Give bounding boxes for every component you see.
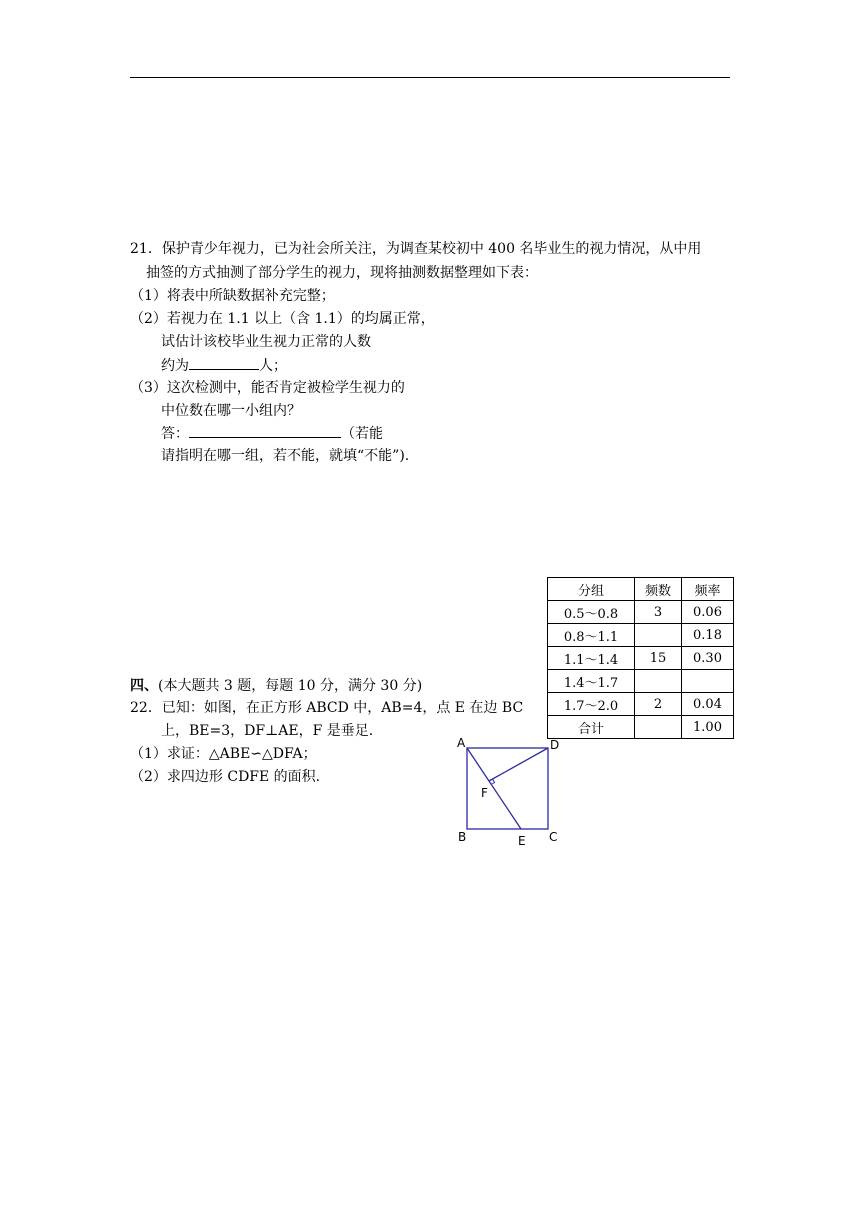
q21-part3-c <box>161 424 383 443</box>
table-row <box>548 624 734 647</box>
q21-part2-a: （2）若视力在 1.1 以上（含 1.1）的均属正常， <box>130 311 435 327</box>
table-cell: 0.30 <box>682 647 734 670</box>
table-cell: 1.1～1.4 <box>548 647 635 670</box>
q22-part1: （1）求证：△ABE∽△DFA； <box>130 746 317 762</box>
q21-line1: 21．保护青少年视力，已为社会所关注，为调查某校初中 400 名毕业生的视力情况，从中用 <box>130 241 702 257</box>
q21-part3-b: 中位数在哪一小组内？ <box>161 403 301 419</box>
section4-note: (本大题共 3 题，每题 10 分，满分 30 分) <box>158 678 423 694</box>
frequency-table <box>547 577 734 739</box>
q22-line2: 上，BE=3，DF⊥AE，F 是垂足. <box>161 723 374 739</box>
answer-blank-count[interactable] <box>189 356 259 370</box>
q21-part2-c <box>161 356 287 375</box>
header-rule <box>130 77 730 78</box>
q21-part2-c-pre: 约为 <box>161 358 189 374</box>
header-cell: 频率 <box>682 578 734 601</box>
q21-line2: 抽签的方式抽测了部分学生的视力，现将抽测数据整理如下表： <box>146 265 538 281</box>
table-row <box>548 601 734 624</box>
table-cell[interactable] <box>682 670 734 693</box>
q21-part3-d: 请指明在哪一组，若不能，就填“不能”). <box>161 448 410 464</box>
label-f: F <box>481 786 488 800</box>
q22-part2: （2）求四边形 CDFE 的面积. <box>130 769 321 785</box>
segment-ae <box>467 748 521 829</box>
table-row <box>548 693 734 716</box>
table-cell: 0.06 <box>682 601 734 624</box>
label-b: B <box>458 830 467 844</box>
square-abcd <box>467 748 548 829</box>
label-a: A <box>457 736 466 750</box>
header-cell: 频数 <box>635 578 682 601</box>
label-e: E <box>518 834 526 848</box>
answer-blank-median[interactable] <box>189 424 341 438</box>
table-cell: 0.04 <box>682 693 734 716</box>
table-cell: 3 <box>635 601 682 624</box>
segment-df <box>489 748 548 781</box>
q21-part2-c-post: 人； <box>259 358 287 374</box>
table-cell[interactable] <box>635 670 682 693</box>
section4-title: 四、 <box>130 678 158 694</box>
table-cell: 0.5～0.8 <box>548 601 635 624</box>
table-cell: 0.18 <box>682 624 734 647</box>
q21-part3-c-pre: 答： <box>161 426 189 442</box>
table-cell: 1.7～2.0 <box>548 693 635 716</box>
table-cell: 1.00 <box>682 716 734 739</box>
table-row <box>548 647 734 670</box>
square-figure <box>450 733 570 853</box>
table-cell: 15 <box>635 647 682 670</box>
table-cell: 0.8～1.1 <box>548 624 635 647</box>
q21-part1: （1）将表中所缺数据补充完整； <box>130 288 335 304</box>
q22-line1: 22．已知：如图，在正方形 ABCD 中，AB=4，点 E 在边 BC <box>130 700 524 716</box>
table-row <box>548 670 734 693</box>
label-d: D <box>550 738 560 752</box>
table-cell: 2 <box>635 693 682 716</box>
table-cell: 合计 <box>548 716 635 739</box>
label-c: C <box>549 830 558 844</box>
section4-heading <box>130 677 422 695</box>
table-header-row <box>548 578 734 601</box>
table-cell[interactable] <box>635 624 682 647</box>
q21-part3-c-post: （若能 <box>341 426 383 442</box>
q21-part2-b: 试估计该校毕业生视力正常的人数 <box>161 334 371 350</box>
header-cell: 分组 <box>548 578 635 601</box>
table-cell[interactable] <box>635 716 682 739</box>
table-cell: 1.4～1.7 <box>548 670 635 693</box>
table-row <box>548 716 734 739</box>
q21-part3-a: （3）这次检测中，能否肯定被检学生视力的 <box>130 380 405 396</box>
